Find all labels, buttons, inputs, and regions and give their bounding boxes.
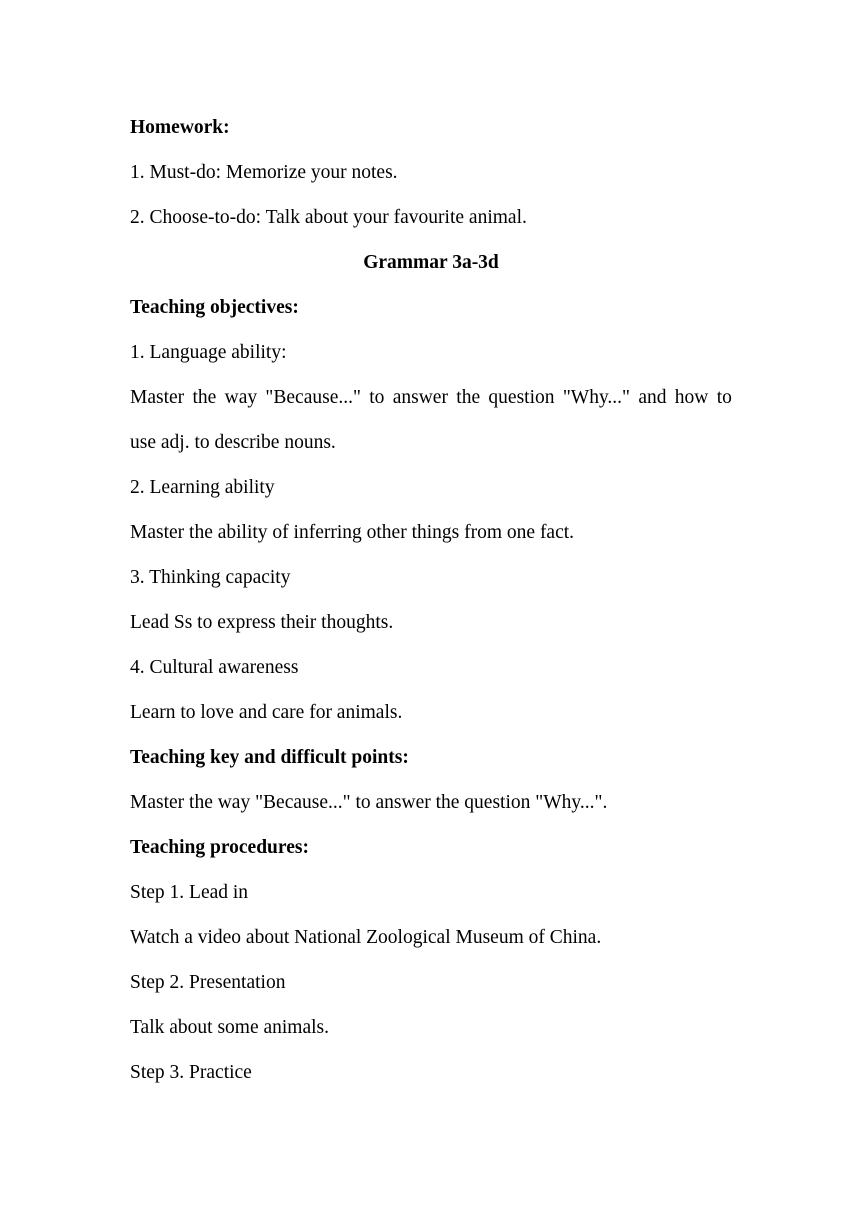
section-title: Grammar 3a-3d bbox=[363, 252, 499, 273]
objective-1-text-line2: use adj. to describe nouns. bbox=[130, 432, 336, 453]
homework-item-must-do: 1. Must-do: Memorize your notes. bbox=[130, 162, 398, 183]
word: "Because..." bbox=[265, 387, 361, 408]
objective-3-title: 3. Thinking capacity bbox=[130, 567, 291, 588]
step-1-title: Step 1. Lead in bbox=[130, 882, 249, 903]
step-2-text: Talk about some animals. bbox=[130, 1017, 330, 1038]
homework-heading: Homework: bbox=[130, 117, 230, 138]
word: answer bbox=[392, 387, 448, 408]
step-1-text: Watch a video about National Zoological Museum of China. bbox=[130, 927, 602, 948]
homework-item-choose-to-do: 2. Choose-to-do: Talk about your favourite animal. bbox=[130, 207, 527, 228]
word: "Why..." bbox=[562, 387, 631, 408]
objective-2-title: 2. Learning ability bbox=[130, 477, 275, 498]
objective-2-text: Master the ability of inferring other things from one fact. bbox=[130, 522, 575, 543]
objective-4-text: Learn to love and care for animals. bbox=[130, 702, 403, 723]
word: to bbox=[369, 387, 385, 408]
word: to bbox=[716, 387, 732, 408]
word: way bbox=[224, 387, 258, 408]
objectives-heading: Teaching objectives: bbox=[130, 297, 299, 318]
word: question bbox=[488, 387, 555, 408]
word: and bbox=[638, 387, 667, 408]
word: Master bbox=[130, 387, 185, 408]
objective-1-text-line1 bbox=[130, 382, 732, 427]
word: the bbox=[192, 387, 217, 408]
word: how bbox=[674, 387, 709, 408]
step-3-title: Step 3. Practice bbox=[130, 1062, 252, 1083]
step-2-title: Step 2. Presentation bbox=[130, 972, 286, 993]
word: the bbox=[456, 387, 481, 408]
objective-4-title: 4. Cultural awareness bbox=[130, 657, 299, 678]
procedures-heading: Teaching procedures: bbox=[130, 837, 309, 858]
key-points-text: Master the way "Because..." to answer the question "Why...". bbox=[130, 792, 608, 813]
document-body bbox=[130, 112, 732, 1102]
objective-3-text: Lead Ss to express their thoughts. bbox=[130, 612, 394, 633]
key-points-heading: Teaching key and difficult points: bbox=[130, 747, 409, 768]
objective-1-title: 1. Language ability: bbox=[130, 342, 287, 363]
